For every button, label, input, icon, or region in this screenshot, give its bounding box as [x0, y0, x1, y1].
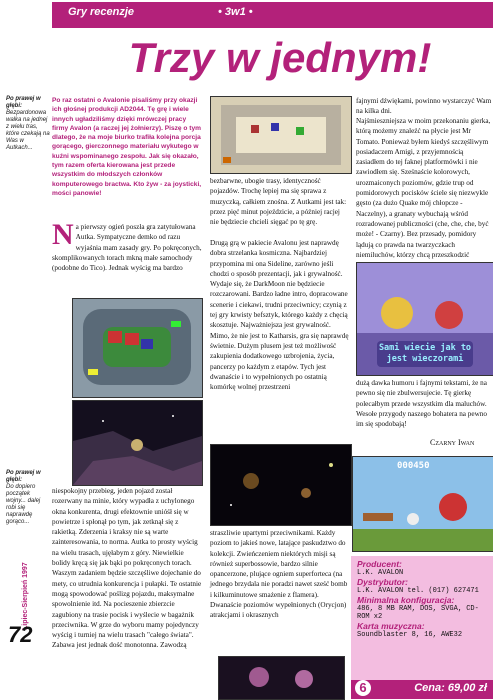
screenshot-autka-2	[210, 96, 352, 174]
rating-badge: 6	[355, 680, 371, 696]
sound-card-value: Soundblaster 8, 16, AWE32	[357, 631, 463, 639]
caption-bottom-text: Do dopiero początek wojny... dalej robi się naprawdę gorąco...	[6, 484, 41, 525]
screenshot-darkmoon-2	[210, 444, 352, 526]
article-col2-b: Drugą grą w pakiecie Avalonu jest naprawdę dobra strzelanka kosmiczna. Najbardziej przypomina mi ona Sideline, zarówno jeśli chodzi o sposób prezentacji, jak i grywalność. Wydaje się, że DarkMoon nie będziecie rozczarowani. Bardzo ładne intro, dopracowane scenerie i ciekawi, trudni przeciwnicy; czynią z tej gry krwisty befsztyk, którego każdy z chęcią skosztuje. Najważniejsza jest grywalność. Mimo, że nie jest to Katharsis, gra się naprawdę świetnie. Dużym plusem jest też możliwość zakupienia dodatkowego uzbrojenia, życia, pancerzy po każdym z etapów. Tych jest dwanaście i to wypełnionych po ostatnią komórkę wolnej przestrzeni	[210, 239, 349, 392]
section-label: Gry recenzje	[68, 6, 135, 18]
min-config-value: 486, 8 MB RAM, DOS, SVGA, CD-ROM x2	[357, 605, 479, 621]
game-score: 000450	[397, 461, 430, 471]
caption-bottom	[6, 470, 50, 526]
sound-card-label: Karta muzyczna:	[357, 621, 425, 631]
section-badge: • 3w1 •	[218, 6, 253, 18]
caption-top-text: Bezpardonowa walka na jednej z wielu tras, które czekają na Was w Autkach...	[6, 110, 50, 151]
screenshot-autka	[72, 298, 203, 398]
cartoon-caption: Sami wiecie jak to jest wieczorami	[378, 343, 472, 364]
article-col3-a: fajnymi dźwiękami, powinno wystarczyć Wam na kilka dni.	[356, 97, 492, 116]
space-shooter-image	[73, 401, 202, 485]
article-col3-b: Najśmieszniejsza w moim przekonaniu gierka, którą możemy znaleźć na płycie jest Mr Tomato. Ponieważ byłem kiedyś szczęśliwym posiadaczem Amigi, z przyjemnością zasiadłem do tej faknej platformówki i nie zawiodłem się. Sześnaście kolorowych, urozmaiconych poziomów, gdzie trup od pomidorowych pocisków ściele się niezwykle gęsto (za dużo Quake mój chłopcze - Naczelny), a granaty wybuchają wśród rozradowanej publiczności (che, che, che, być może! - Czarny). Bez przesady, pomidory lądują co prawda na twarzyczkach niemiluchów, którzy chcą przeszkodzić	[356, 117, 491, 259]
lead-paragraph: Po raz ostatni o Avalonie pisaliśmy przy okazji ich głośnej produkcji AD2044. Tę grę i wiele innych ugładziliśmy dzięki mrówczej pracy firmy Avalon (a raczej jej żołnierzy). Piszę o tym dlatego, że na moje biurko trafiła kolejna porcja gorącego, gierczonnego materiału wykutego w kuźni wspominanego zespołu. Jak się okazało, tym razem oferta kierowana jest przede wszystkim do młodszych członków komputerowego bractwa. Kto żyw - za joysticki, mości panowie!	[52, 97, 202, 197]
info-box	[351, 556, 493, 699]
article-col1-b: niespokojny przebieg, jeden pojazd został rozerwany na minie, który wypadła z uchylonego okna konkurenta, drugi efektownie unióśł się w powietrze i spłonął po tym, jak zetknął się z rakietką. Zderzenia i kraksy nie są warte zainteresowania, to norma. Autka to prosty wyścig na wielu trasach, ujęłabym z góry. Niewielkie bolidy kręcą się jak bąki po pokręconych torach. Waszym zadaniem będzie szczęśliwe dojechanie do mety, co utrudnia konkurencja i pułapki. Te ostatnie mogą spowodować poślizg pojazdu, maksymalne spowolnienie itd. Na pocieszenie zbierzcie zagubiony na trasie pocisk i wyślecie w bagażnik przeciwnika. W grze do wyboru mamy pojedynczy wyścig i turniej na wielu trasach "całego świata". Zabawa jest jednak dość monotonna. Zawodzą	[52, 487, 202, 650]
col1-text-a: a pierwszy ogień poszła gra zatytułowana Autka. Sympatyczne demko od razu wyjaśnia mam zasady gry. Po pokręconych, skomplikowanych torach mkną małe samochody (podobne do Tico). Jednak wyścig ma bardzo	[52, 223, 202, 273]
drop-cap: N	[52, 218, 74, 251]
producer-label: Producent:	[357, 559, 402, 569]
screenshot-darkmoon-1	[72, 400, 203, 486]
screenshot-mr-tomato-2	[352, 456, 493, 552]
min-config-label: Minimalna konfiguracja:	[357, 595, 455, 605]
issue-date: Lipiec-Sierpień 1997	[22, 562, 29, 630]
caption-top	[6, 96, 50, 152]
space-shooter-image-2	[211, 445, 351, 525]
producer-value: L.K. AVALON	[357, 569, 404, 577]
price: Cena: 69,00 zł	[414, 682, 487, 694]
platform-game-image	[353, 457, 493, 551]
distributor-value: L.K. AVALON tel. (017) 627471	[357, 587, 479, 595]
distributor-label: Dystrybutor:	[357, 577, 409, 587]
page-number: 72	[8, 622, 33, 647]
article-col2-a: bezbarwne, ubogie trasy, identyczność pojazdów. Trochę lepiej ma się sprawa z muzyczką, całkiem znośna. Z Autkami jest tak: przez pięć minut pojeździcie, a później racjej nie będziecie chcieli sięgać po tę grę.	[210, 177, 347, 227]
caption-bottom-head: Po prawej w głębi:	[6, 470, 41, 483]
space-shooter-image-3	[219, 657, 344, 699]
race-track-image-2	[211, 97, 351, 173]
screenshot-mr-tomato	[356, 262, 493, 376]
author: Czarny Iwan	[430, 438, 475, 447]
caption-top-head: Po prawej w głębi:	[6, 96, 41, 109]
article-col1-a	[52, 218, 202, 273]
screenshot-darkmoon-3	[218, 656, 345, 700]
article-col3-c: dużą dawka humoru i fajnymi tekstami, że na pewno się nie zbulwersujecie. Tę gierkę polecałbym przede wszystkim dla maluchów. Wesołe przygody naszego bohatera na pewno im się spodobają!	[356, 379, 487, 429]
page-title: Trzy w jednym!	[128, 34, 432, 81]
article-col2-c: straszliwie upartymi przeciwnikami. Każdy poziom to jakieś nowe, latające paskudztwo do kolekcji. Zwieńczeniem niektórych misji są również superbossowie, bardzo silnie opancerzone, plujące ogniem superforteca (na jednego brzydala nie poradzi nawet sześć bomb i kilkuminutowe smażenie z flamera). Dwanaście poziomów wypełnionych (Orycjon) atrakcjami i okrasznych	[210, 529, 348, 620]
price-bar	[351, 680, 493, 699]
race-track-image	[73, 299, 202, 397]
